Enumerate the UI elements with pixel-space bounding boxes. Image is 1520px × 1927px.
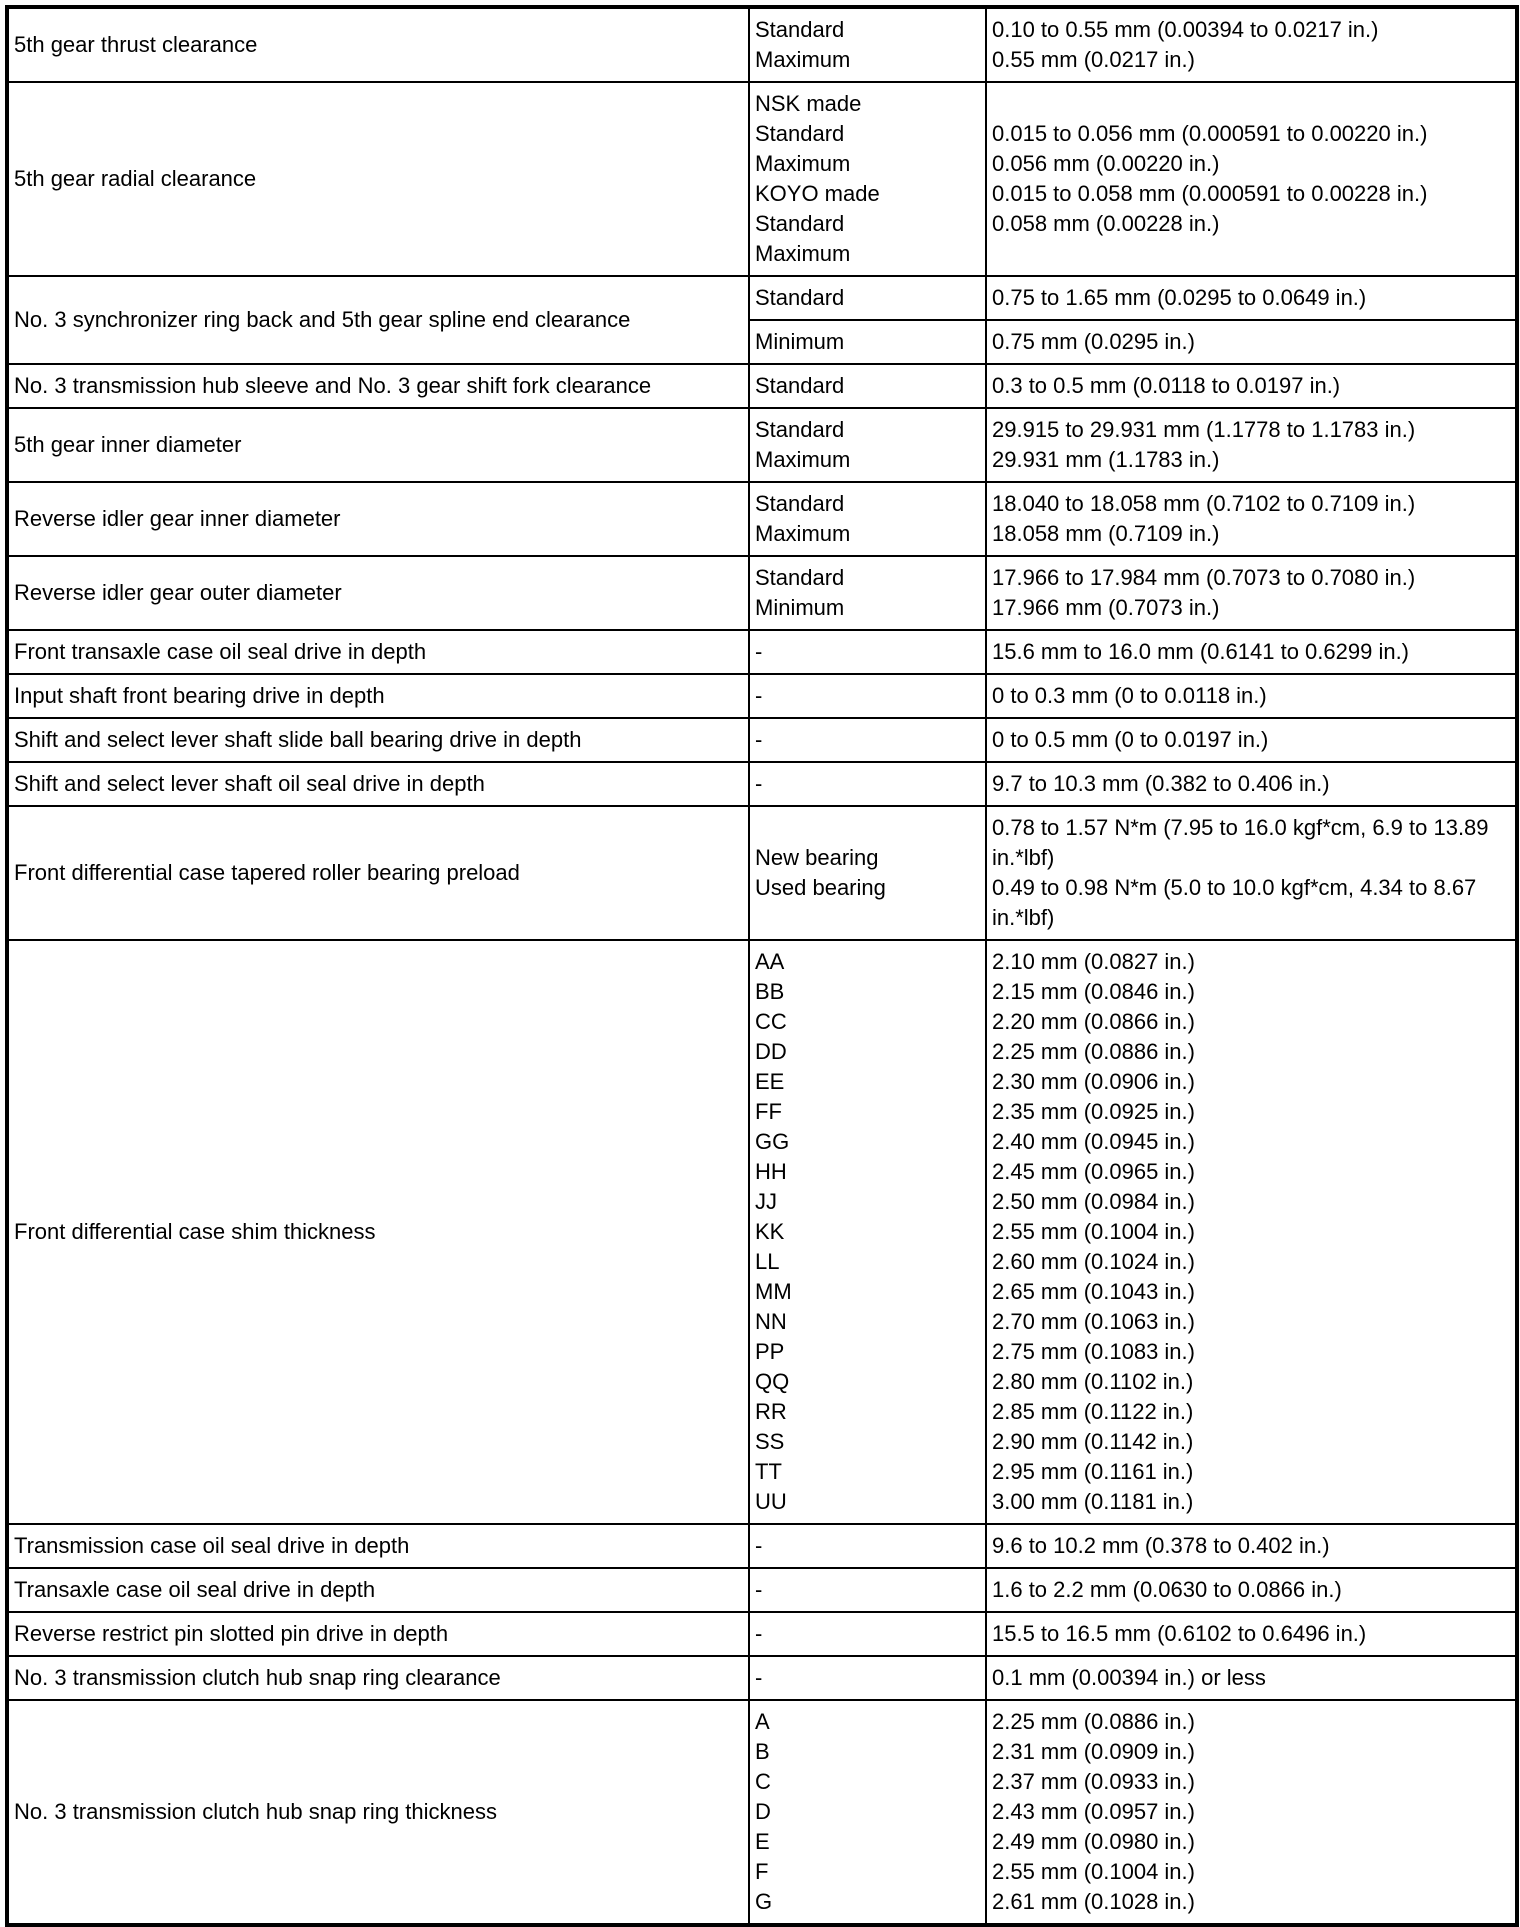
condition-cell-line: - bbox=[755, 1533, 763, 1558]
value-cell-line: 29.915 to 29.931 mm (1.1778 to 1.1783 in.) bbox=[992, 417, 1416, 442]
value-cell-line: 0.55 mm (0.0217 in.) bbox=[992, 47, 1195, 72]
condition-cell bbox=[749, 940, 986, 1524]
condition-cell bbox=[749, 1700, 986, 1925]
condition-cell-line: HH bbox=[755, 1159, 787, 1184]
condition-cell-line: New bearing bbox=[755, 845, 879, 870]
condition-cell-line: NSK made bbox=[755, 91, 862, 116]
value-cell-line: 2.70 mm (0.1063 in.) bbox=[992, 1309, 1195, 1334]
item-cell: Reverse idler gear outer diameter bbox=[7, 556, 749, 630]
value-cell bbox=[986, 1568, 1517, 1612]
table-row bbox=[7, 482, 1517, 556]
condition-cell bbox=[749, 1568, 986, 1612]
specification-table-body bbox=[7, 7, 1517, 1925]
value-cell bbox=[986, 556, 1517, 630]
value-cell bbox=[986, 482, 1517, 556]
condition-cell-line: Maximum bbox=[755, 47, 851, 72]
value-cell-line: 0.015 to 0.056 mm (0.000591 to 0.00220 in.) bbox=[992, 121, 1428, 146]
condition-cell bbox=[749, 556, 986, 630]
condition-cell-line: BB bbox=[755, 979, 785, 1004]
value-cell-line: 17.966 mm (0.7073 in.) bbox=[992, 595, 1220, 620]
item-cell: 5th gear thrust clearance bbox=[7, 7, 749, 82]
condition-cell-line: F bbox=[755, 1859, 769, 1884]
value-cell-line: 0.056 mm (0.00220 in.) bbox=[992, 151, 1220, 176]
item-cell: No. 3 transmission clutch hub snap ring thickness bbox=[7, 1700, 749, 1925]
condition-cell-line: DD bbox=[755, 1039, 787, 1064]
condition-cell bbox=[749, 1612, 986, 1656]
value-cell-line: 2.60 mm (0.1024 in.) bbox=[992, 1249, 1195, 1274]
item-cell: Front transaxle case oil seal drive in depth bbox=[7, 630, 749, 674]
item-cell: Transmission case oil seal drive in depth bbox=[7, 1524, 749, 1568]
item-cell: 5th gear radial clearance bbox=[7, 82, 749, 276]
condition-cell-line: NN bbox=[755, 1309, 787, 1334]
value-cell-line: 2.43 mm (0.0957 in.) bbox=[992, 1799, 1195, 1824]
condition-cell-line: C bbox=[755, 1769, 771, 1794]
table-row bbox=[7, 1656, 1517, 1700]
condition-cell-line: Standard bbox=[755, 211, 845, 236]
value-cell bbox=[986, 82, 1517, 276]
condition-cell bbox=[749, 806, 986, 940]
value-cell bbox=[986, 1656, 1517, 1700]
condition-cell-line: RR bbox=[755, 1399, 787, 1424]
table-row bbox=[7, 408, 1517, 482]
value-cell-line: 15.5 to 16.5 mm (0.6102 to 0.6496 in.) bbox=[992, 1621, 1367, 1646]
table-row bbox=[7, 364, 1517, 408]
value-cell-line: 2.75 mm (0.1083 in.) bbox=[992, 1339, 1195, 1364]
condition-cell-line: PP bbox=[755, 1339, 785, 1364]
value-cell bbox=[986, 762, 1517, 806]
value-cell bbox=[986, 1524, 1517, 1568]
value-cell-line: 2.40 mm (0.0945 in.) bbox=[992, 1129, 1195, 1154]
condition-cell-line: B bbox=[755, 1739, 770, 1764]
condition-cell-line: MM bbox=[755, 1279, 792, 1304]
table-row bbox=[7, 940, 1517, 1524]
item-cell: No. 3 transmission clutch hub snap ring clearance bbox=[7, 1656, 749, 1700]
condition-cell-line: Maximum bbox=[755, 241, 851, 266]
value-cell-line: 2.50 mm (0.0984 in.) bbox=[992, 1189, 1195, 1214]
item-cell: Input shaft front bearing drive in depth bbox=[7, 674, 749, 718]
condition-cell-line: E bbox=[755, 1829, 770, 1854]
value-cell-line: 2.55 mm (0.1004 in.) bbox=[992, 1859, 1195, 1884]
condition-cell-line: Standard bbox=[755, 417, 845, 442]
condition-cell-line: EE bbox=[755, 1069, 785, 1094]
table-row bbox=[7, 82, 1517, 276]
value-cell-line: 3.00 mm (0.1181 in.) bbox=[992, 1489, 1194, 1514]
item-cell: No. 3 transmission hub sleeve and No. 3 gear shift fork clearance bbox=[7, 364, 749, 408]
value-cell-line: 0.1 mm (0.00394 in.) or less bbox=[992, 1665, 1266, 1690]
value-cell-line: 0.75 to 1.65 mm (0.0295 to 0.0649 in.) bbox=[992, 285, 1367, 310]
condition-cell-line: - bbox=[755, 1577, 763, 1602]
value-cell-line: 9.7 to 10.3 mm (0.382 to 0.406 in.) bbox=[992, 771, 1330, 796]
condition-cell bbox=[749, 7, 986, 82]
table-row bbox=[7, 276, 1517, 320]
condition-cell bbox=[749, 718, 986, 762]
condition-cell-line: - bbox=[755, 771, 763, 796]
value-cell-line: 0.3 to 0.5 mm (0.0118 to 0.0197 in.) bbox=[992, 373, 1341, 398]
item-cell: Front differential case shim thickness bbox=[7, 940, 749, 1524]
condition-cell-line: Standard bbox=[755, 491, 845, 516]
table-row bbox=[7, 1568, 1517, 1612]
value-cell bbox=[986, 1612, 1517, 1656]
value-cell-line: 2.49 mm (0.0980 in.) bbox=[992, 1829, 1195, 1854]
condition-cell-line: FF bbox=[755, 1099, 782, 1124]
value-cell-line: 2.15 mm (0.0846 in.) bbox=[992, 979, 1195, 1004]
condition-cell bbox=[749, 482, 986, 556]
condition-cell-line: - bbox=[755, 1621, 763, 1646]
value-cell-line: 2.25 mm (0.0886 in.) bbox=[992, 1039, 1195, 1064]
value-cell-line: 18.040 to 18.058 mm (0.7102 to 0.7109 in.) bbox=[992, 491, 1416, 516]
condition-cell-line: Standard bbox=[755, 565, 845, 590]
value-cell-line: 0.058 mm (0.00228 in.) bbox=[992, 211, 1220, 236]
condition-cell-line: Standard bbox=[755, 121, 845, 146]
value-cell-line: 2.31 mm (0.0909 in.) bbox=[992, 1739, 1195, 1764]
value-cell-line: 0 to 0.5 mm (0 to 0.0197 in.) bbox=[992, 727, 1269, 752]
item-cell: Shift and select lever shaft oil seal drive in depth bbox=[7, 762, 749, 806]
condition-cell-line: Standard bbox=[755, 17, 845, 42]
value-cell bbox=[986, 940, 1517, 1524]
condition-cell-line: LL bbox=[755, 1249, 780, 1274]
value-cell-line: 2.45 mm (0.0965 in.) bbox=[992, 1159, 1195, 1184]
condition-cell-line: JJ bbox=[755, 1189, 777, 1214]
item-cell: Shift and select lever shaft slide ball bearing drive in depth bbox=[7, 718, 749, 762]
condition-cell bbox=[749, 408, 986, 482]
condition-cell-line: D bbox=[755, 1799, 771, 1824]
value-cell bbox=[986, 806, 1517, 940]
table-row bbox=[7, 1524, 1517, 1568]
table-row bbox=[7, 806, 1517, 940]
table-row bbox=[7, 718, 1517, 762]
item-cell: Front differential case tapered roller bearing preload bbox=[7, 806, 749, 940]
table-row bbox=[7, 7, 1517, 82]
table-row bbox=[7, 1700, 1517, 1925]
condition-cell bbox=[749, 364, 986, 408]
item-cell: No. 3 synchronizer ring back and 5th gear spline end clearance bbox=[7, 276, 749, 364]
condition-cell-line: A bbox=[755, 1709, 770, 1734]
condition-cell-line: GG bbox=[755, 1129, 790, 1154]
condition-cell-line: - bbox=[755, 639, 763, 664]
value-cell-line: 2.65 mm (0.1043 in.) bbox=[992, 1279, 1195, 1304]
value-cell-line: 2.20 mm (0.0866 in.) bbox=[992, 1009, 1195, 1034]
value-cell-line: 17.966 to 17.984 mm (0.7073 to 0.7080 in.) bbox=[992, 565, 1416, 590]
value-cell bbox=[986, 1700, 1517, 1925]
table-row bbox=[7, 762, 1517, 806]
condition-cell bbox=[749, 762, 986, 806]
condition-cell bbox=[749, 1524, 986, 1568]
value-cell-line: 0.015 to 0.058 mm (0.000591 to 0.00228 in.) bbox=[992, 181, 1428, 206]
condition-cell-line: KK bbox=[755, 1219, 785, 1244]
condition-cell-line: KOYO made bbox=[755, 181, 880, 206]
item-cell: 5th gear inner diameter bbox=[7, 408, 749, 482]
condition-cell-line: Used bearing bbox=[755, 875, 886, 900]
condition-cell-line: - bbox=[755, 683, 763, 708]
value-cell bbox=[986, 320, 1517, 364]
value-cell-line: 2.90 mm (0.1142 in.) bbox=[992, 1429, 1194, 1454]
value-cell-line: 2.61 mm (0.1028 in.) bbox=[992, 1889, 1195, 1914]
value-cell-line: 2.55 mm (0.1004 in.) bbox=[992, 1219, 1195, 1244]
condition-cell-line: QQ bbox=[755, 1369, 790, 1394]
value-cell-line: 15.6 mm to 16.0 mm (0.6141 to 0.6299 in.) bbox=[992, 639, 1410, 664]
condition-cell-line: Standard bbox=[755, 285, 845, 310]
condition-cell-line: SS bbox=[755, 1429, 785, 1454]
value-cell bbox=[986, 408, 1517, 482]
value-cell bbox=[986, 674, 1517, 718]
table-row bbox=[7, 1612, 1517, 1656]
value-cell-line: 1.6 to 2.2 mm (0.0630 to 0.0866 in.) bbox=[992, 1577, 1342, 1602]
condition-cell-line: CC bbox=[755, 1009, 787, 1034]
condition-cell bbox=[749, 276, 986, 320]
condition-cell bbox=[749, 630, 986, 674]
condition-cell bbox=[749, 82, 986, 276]
value-cell-line: 18.058 mm (0.7109 in.) bbox=[992, 521, 1220, 546]
condition-cell-line: Maximum bbox=[755, 521, 851, 546]
condition-cell-line: AA bbox=[755, 949, 785, 974]
value-cell-line: 2.30 mm (0.0906 in.) bbox=[992, 1069, 1195, 1094]
value-cell-line: 0.10 to 0.55 mm (0.00394 to 0.0217 in.) bbox=[992, 17, 1379, 42]
table-row bbox=[7, 556, 1517, 630]
condition-cell bbox=[749, 1656, 986, 1700]
condition-cell-line: Minimum bbox=[755, 595, 845, 620]
specification-table bbox=[5, 5, 1519, 1927]
table-row bbox=[7, 674, 1517, 718]
value-cell-line: 0.75 mm (0.0295 in.) bbox=[992, 329, 1195, 354]
value-cell bbox=[986, 364, 1517, 408]
value-cell bbox=[986, 718, 1517, 762]
condition-cell-line: Maximum bbox=[755, 151, 851, 176]
value-cell-line: 2.25 mm (0.0886 in.) bbox=[992, 1709, 1195, 1734]
item-cell: Transaxle case oil seal drive in depth bbox=[7, 1568, 749, 1612]
condition-cell-line: Maximum bbox=[755, 447, 851, 472]
value-cell-line: 2.37 mm (0.0933 in.) bbox=[992, 1769, 1195, 1794]
condition-cell-line: UU bbox=[755, 1489, 787, 1514]
value-cell-line bbox=[992, 89, 1511, 119]
value-cell-line: 2.95 mm (0.1161 in.) bbox=[992, 1459, 1194, 1484]
condition-cell bbox=[749, 674, 986, 718]
item-cell: Reverse idler gear inner diameter bbox=[7, 482, 749, 556]
condition-cell-line: G bbox=[755, 1889, 773, 1914]
value-cell-line: 0.78 to 1.57 N*m (7.95 to 16.0 kgf*cm, 6.9 to 13.89 in.*lbf) bbox=[992, 815, 1489, 870]
value-cell-line bbox=[992, 239, 1511, 269]
value-cell-line: 2.85 mm (0.1122 in.) bbox=[992, 1399, 1194, 1424]
condition-cell-line: TT bbox=[755, 1459, 782, 1484]
value-cell-line: 0 to 0.3 mm (0 to 0.0118 in.) bbox=[992, 683, 1267, 708]
value-cell-line: 2.80 mm (0.1102 in.) bbox=[992, 1369, 1194, 1394]
condition-cell-line: Minimum bbox=[755, 329, 845, 354]
value-cell bbox=[986, 630, 1517, 674]
value-cell-line: 29.931 mm (1.1783 in.) bbox=[992, 447, 1220, 472]
condition-cell-line: - bbox=[755, 727, 763, 752]
value-cell-line: 9.6 to 10.2 mm (0.378 to 0.402 in.) bbox=[992, 1533, 1330, 1558]
table-row bbox=[7, 630, 1517, 674]
value-cell bbox=[986, 7, 1517, 82]
condition-cell bbox=[749, 320, 986, 364]
condition-cell-line: - bbox=[755, 1665, 763, 1690]
value-cell-line: 0.49 to 0.98 N*m (5.0 to 10.0 kgf*cm, 4.34 to 8.67 in.*lbf) bbox=[992, 875, 1477, 930]
condition-cell-line: Standard bbox=[755, 373, 845, 398]
value-cell-line: 2.10 mm (0.0827 in.) bbox=[992, 949, 1195, 974]
value-cell-line: 2.35 mm (0.0925 in.) bbox=[992, 1099, 1195, 1124]
item-cell: Reverse restrict pin slotted pin drive in depth bbox=[7, 1612, 749, 1656]
value-cell bbox=[986, 276, 1517, 320]
